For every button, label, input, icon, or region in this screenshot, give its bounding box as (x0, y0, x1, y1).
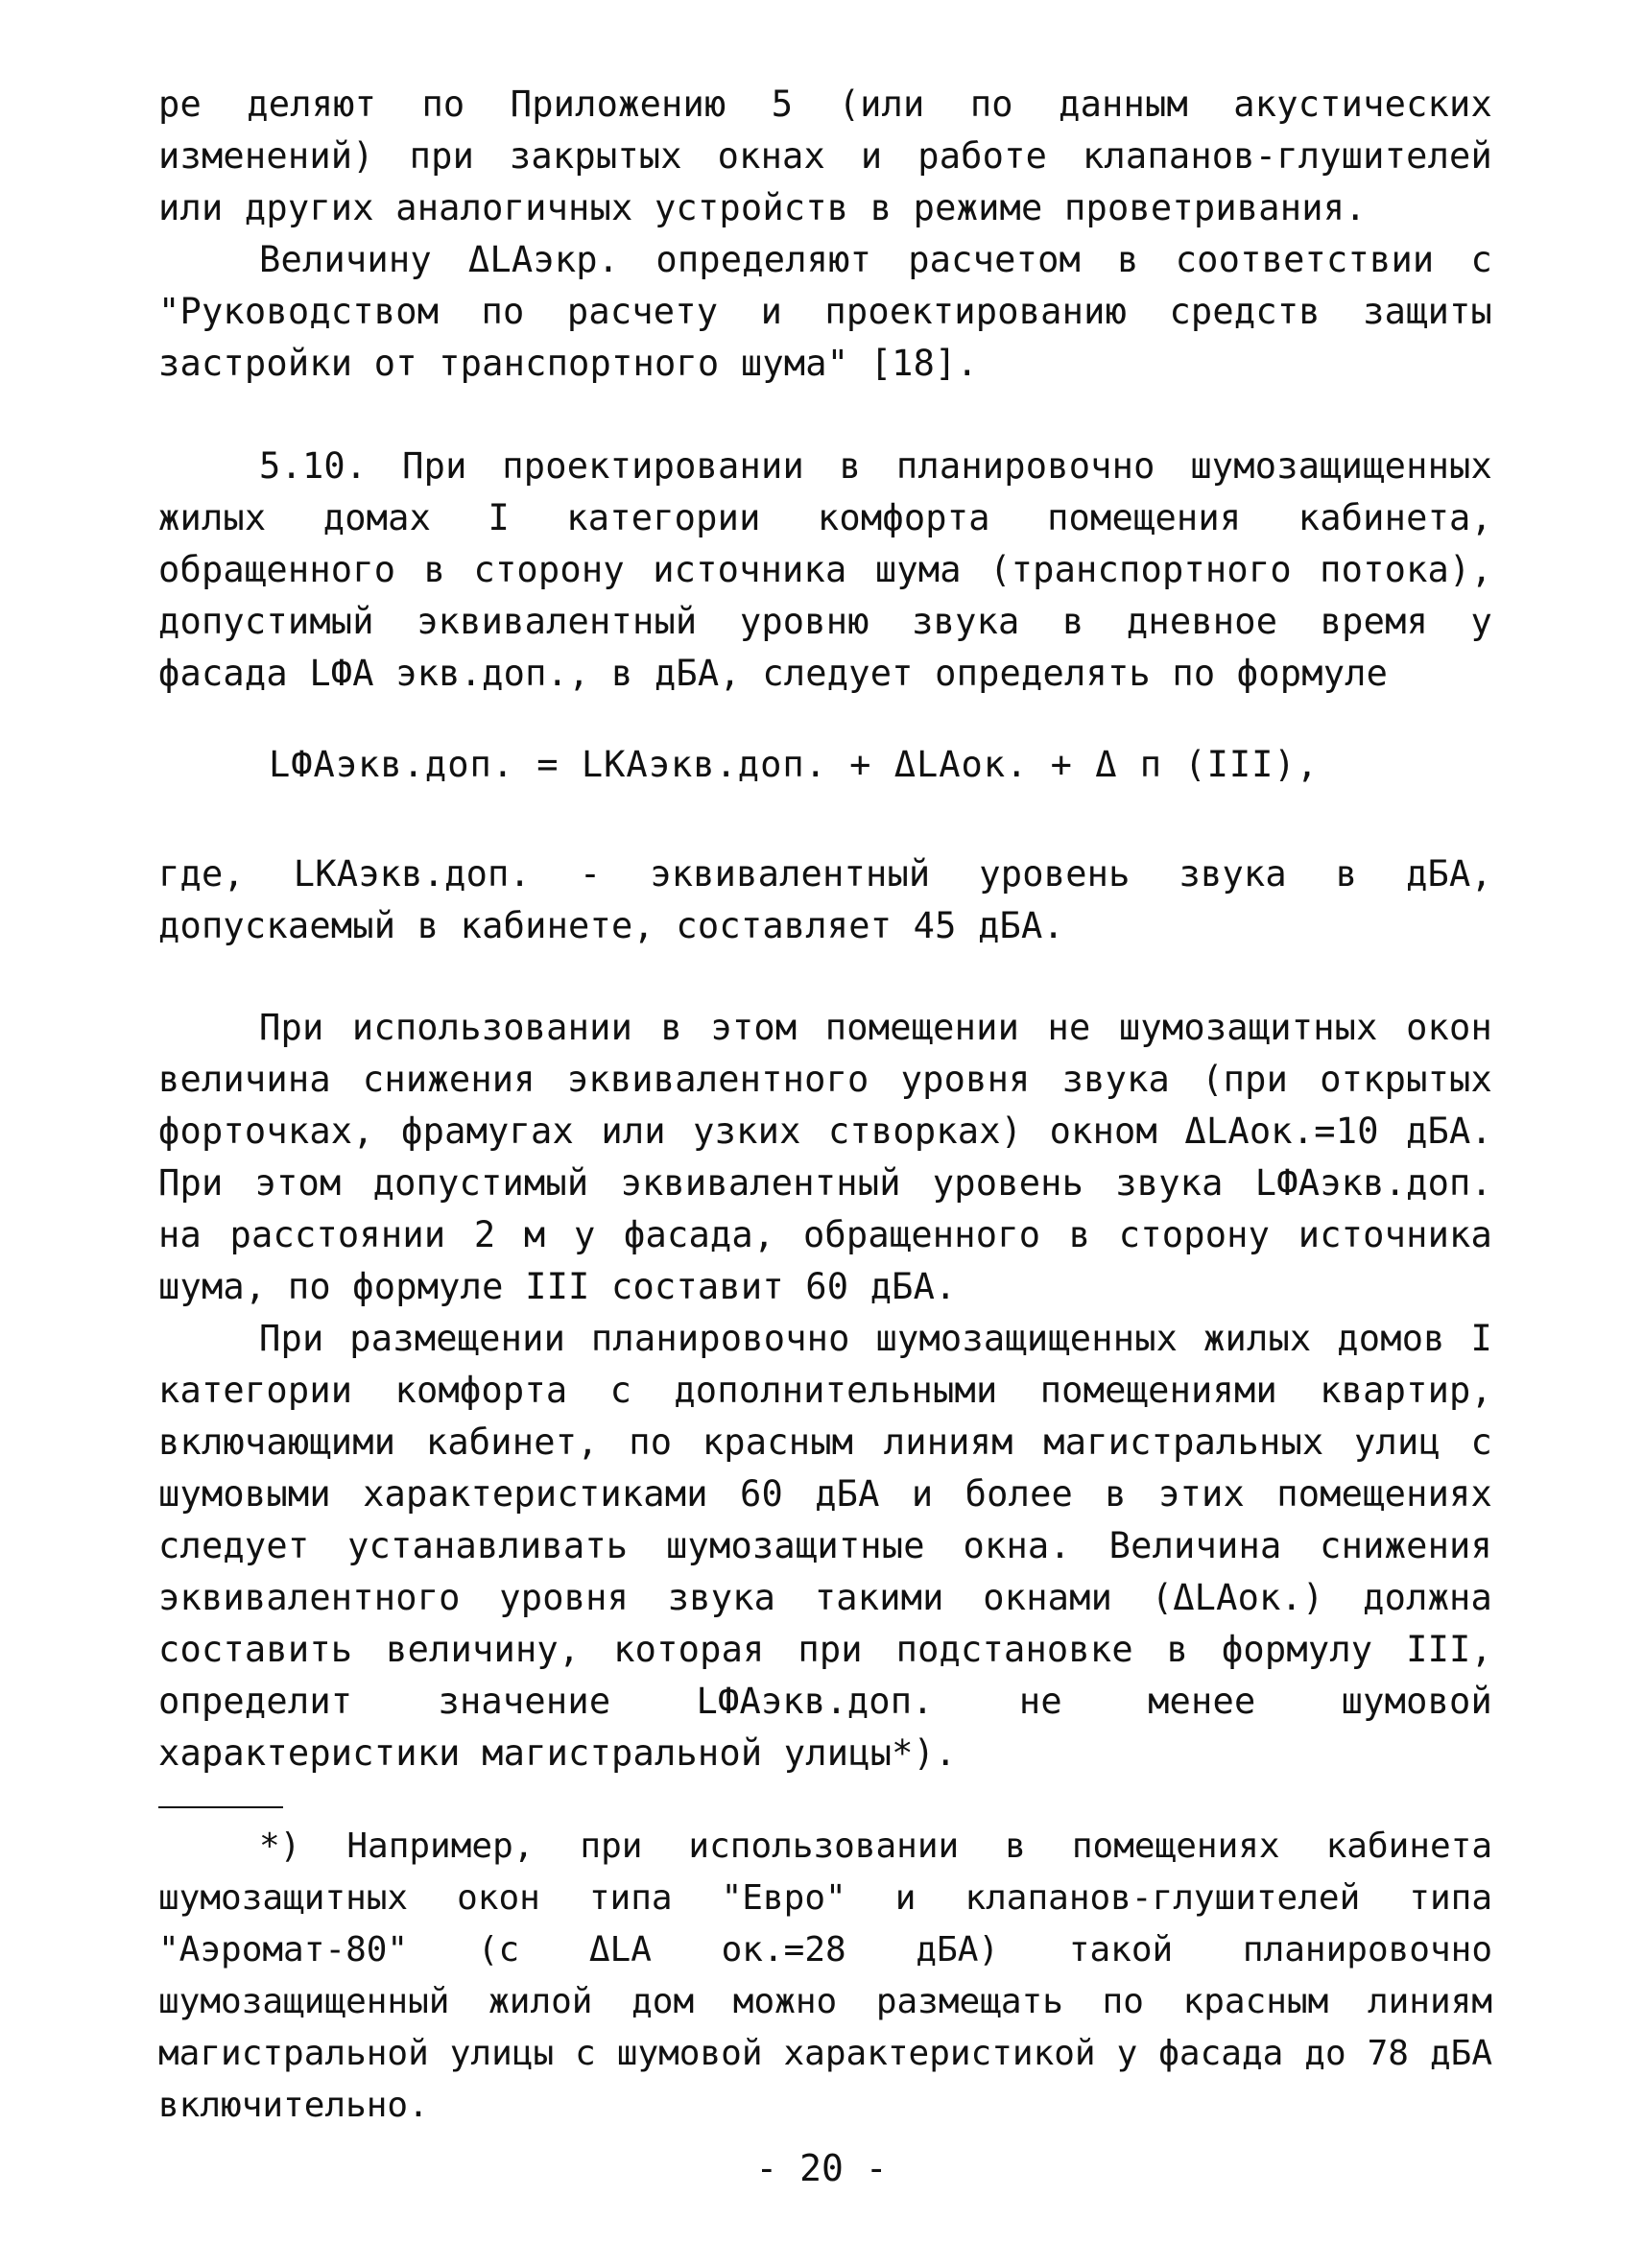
footnote-divider (158, 1806, 283, 1808)
page-number: - 20 - (755, 2147, 888, 2189)
paragraph-6: При размещении планировочно шумозащищенных жилых домов I категории комфорта с дополнительными помещениями квартир, включающими кабинет, по красным линиям магистральных улиц с шумовыми характеристиками 60 дБА и более в этих помещениях следует устанавливать шумозащитные окна. Величина снижения эквивалентного уровня звука такими окнами (ΔLАок.) должна составить величину, которая при подстановке в формулу III, определит значение LФАэкв.доп. не менее шумовой характеристики магистральной улицы*). (158, 1318, 1492, 1774)
footnote: *) Например, при использовании в помещениях кабинета шумозащитных окон типа "Евро" и клапанов-глушителей типа "Аэромат-80" (с ΔLА ок.=28 дБА) такой планировочно шумозащищенный жилой дом можно размещать по красным линиям магистральной улицы с шумовой характеристикой у фасада до 78 дБА включительно. (158, 1826, 1492, 2125)
paragraph-5: При использовании в этом помещении не шумозащитных окон величина снижения эквивалентного уровня звука (при открытых форточках, фрамугах или узких створках) окном ΔLАок.=10 дБА. При этом допустимый эквивалентный уровень звука LФАэкв.доп. на расстоянии 2 м у фасада, обращенного в сторону источника шума, по формуле III составит 60 дБА. (158, 1007, 1492, 1307)
paragraph-2: Величину ΔLАэкр. определяют расчетом в соответствии с "Руководством по расчету и проектированию средств защиты застройки от транспортного шума" [18]. (158, 239, 1492, 384)
paragraph-1: ре деляют по Приложению 5 (или по данным акустических изменений) при закрытых окнах и работе клапанов-глушителей или других аналогичных устройств в режиме проветривания. (158, 84, 1492, 228)
formula-iii: LФАэкв.доп. = LКАэкв.доп. + ΔLАок. + Δ п (III), (269, 744, 1319, 785)
paragraph-4: где, LКАэкв.доп. - эквивалентный уровень звука в дБА, допускаемый в кабинете, составляет 45 дБА. (158, 853, 1492, 946)
paragraph-3: 5.10. При проектировании в планировочно шумозащищенных жилых домах I категории комфорта помещения кабинета, обращенного в сторону источника шума (транспортного потока), допустимый эквивалентный уровню звука в дневное время у фасада LФA экв.доп., в дБА, следует определять по формуле (158, 445, 1492, 694)
